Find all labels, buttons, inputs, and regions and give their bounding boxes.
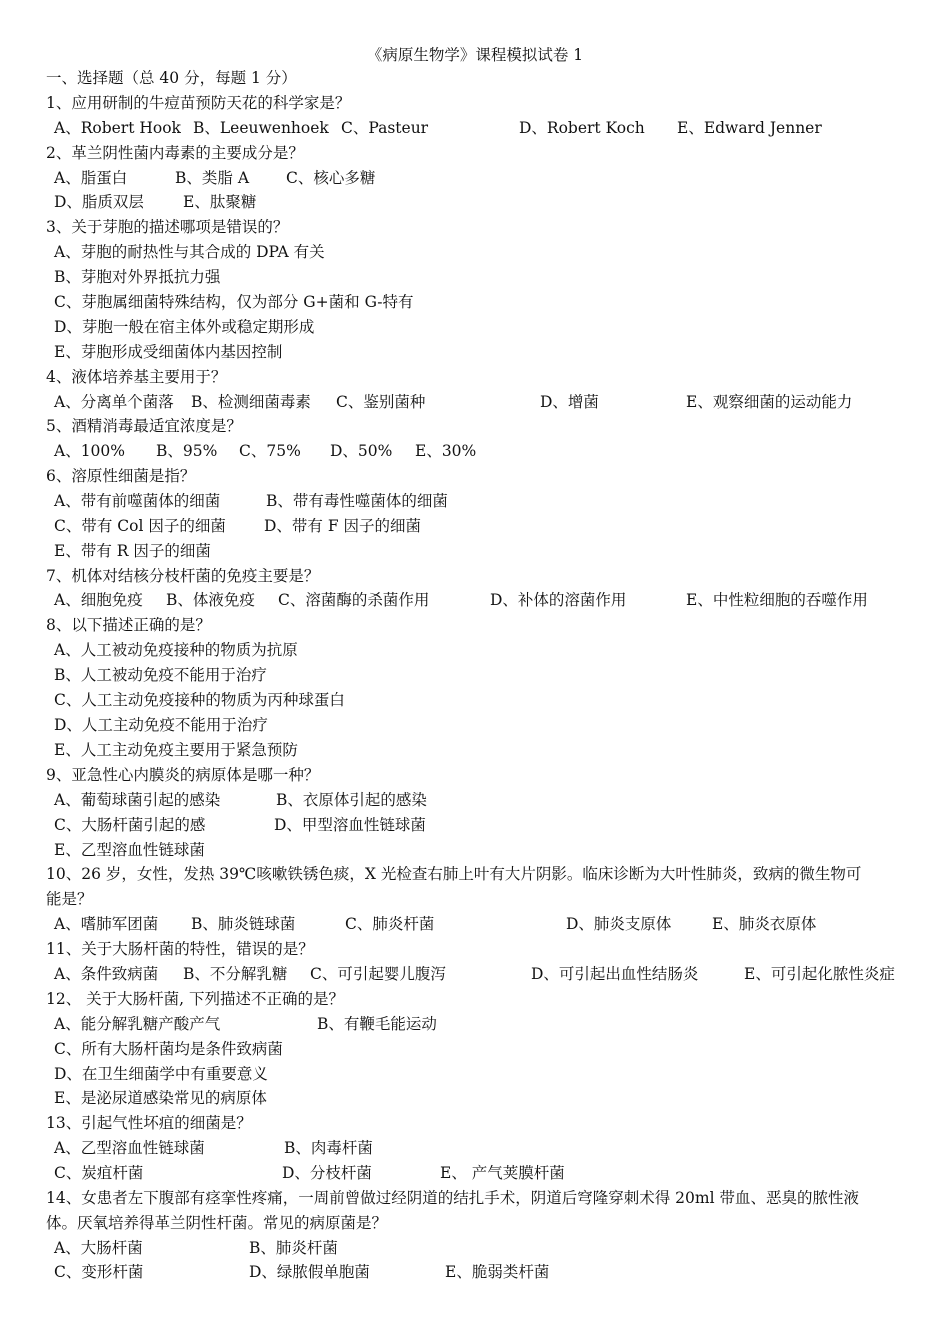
question-11-stem: 11、关于大肠杆菌的特性，错误的是？ <box>46 940 314 958</box>
option-d: D、补体的溶菌作用 <box>490 591 627 609</box>
option-e: E、乙型溶血性链球菌 <box>54 841 205 859</box>
option-c: C、大肠杆菌引起的感 <box>54 816 206 834</box>
option-d: D、增菌 <box>540 393 599 411</box>
question-5-stem: 5、酒精消毒最适宜浓度是？ <box>46 417 242 435</box>
option-b: B、带有毒性噬菌体的细菌 <box>266 492 448 510</box>
option-d: D、带有 F 因子的细菌 <box>264 517 422 535</box>
option-a: A、大肠杆菌 <box>54 1239 143 1257</box>
option-c: C、变形杆菌 <box>54 1263 144 1281</box>
option-c: C、所有大肠杆菌均是条件致病菌 <box>54 1040 283 1058</box>
option-e: E、芽胞形成受细菌体内基因控制 <box>54 343 283 361</box>
option-e: E、Edward Jenner <box>677 119 822 137</box>
option-a: A、嗜肺军团菌 <box>54 915 159 933</box>
question-6-stem: 6、溶原性细菌是指？ <box>46 467 196 485</box>
option-c: C、Pasteur <box>341 119 429 137</box>
option-e: E、带有 R 因子的细菌 <box>54 542 211 560</box>
question-8-stem: 8、以下描述正确的是？ <box>46 616 211 634</box>
section-heading: 一、选择题（总 40 分，每题 1 分） <box>46 69 297 87</box>
option-d: D、脂质双层 <box>54 193 144 211</box>
option-b: B、类脂 A <box>175 169 250 187</box>
option-c: C、可引起婴儿腹泻 <box>310 965 446 983</box>
option-c: C、炭疽杆菌 <box>54 1164 144 1182</box>
option-d: D、绿脓假单胞菌 <box>249 1263 370 1281</box>
question-10-stem-cont: 能是？ <box>46 890 93 908</box>
option-a: A、细胞免疫 <box>54 591 143 609</box>
option-d: D、50% <box>330 442 393 460</box>
option-c: C、鉴别菌种 <box>336 393 426 411</box>
question-10-stem: 10、26 岁，女性，发热 39℃咳嗽铁锈色痰，X 光检查右肺上叶有大片阴影。临床诊断为大叶性肺炎，致病的微生物可 <box>46 865 862 883</box>
option-b: B、芽胞对外界抵抗力强 <box>54 268 221 286</box>
option-a: A、Robert Hook <box>54 119 181 137</box>
option-a: A、乙型溶血性链球菌 <box>54 1139 205 1157</box>
option-a: A、葡萄球菌引起的感染 <box>54 791 221 809</box>
option-a: A、分离单个菌落 <box>54 393 174 411</box>
option-a: A、脂蛋白 <box>54 169 128 187</box>
question-1-stem: 1、应用研制的牛痘苗预防天花的科学家是？ <box>46 94 351 112</box>
option-b: B、不分解乳糖 <box>183 965 288 983</box>
option-e: E、中性粒细胞的吞噬作用 <box>686 591 868 609</box>
option-c: C、带有 Col 因子的细菌 <box>54 517 226 535</box>
option-b: B、肺炎链球菌 <box>191 915 296 933</box>
option-e: E、脆弱类杆菌 <box>445 1263 550 1281</box>
option-a: A、能分解乳糖产酸产气 <box>54 1015 221 1033</box>
option-c: C、人工主动免疫接种的物质为丙种球蛋白 <box>54 691 345 709</box>
option-a: A、100% <box>54 442 126 460</box>
option-e: E、是泌尿道感染常见的病原体 <box>54 1089 267 1107</box>
question-3-stem: 3、关于芽胞的描述哪项是错误的？ <box>46 218 289 236</box>
option-a: A、芽胞的耐热性与其合成的 DPA 有关 <box>54 243 325 261</box>
option-e: E、肽聚糖 <box>183 193 257 211</box>
option-e: E、 产气荚膜杆菌 <box>440 1164 565 1182</box>
option-c: C、芽胞属细菌特殊结构，仅为部分 G+菌和 G-特有 <box>54 293 414 311</box>
option-d: D、在卫生细菌学中有重要意义 <box>54 1065 268 1083</box>
option-d: D、肺炎支原体 <box>566 915 672 933</box>
option-d: D、分枝杆菌 <box>282 1164 372 1182</box>
option-d: D、可引起出血性结肠炎 <box>531 965 699 983</box>
option-b: B、衣原体引起的感染 <box>276 791 427 809</box>
option-a: A、人工被动免疫接种的物质为抗原 <box>54 641 298 659</box>
question-7-stem: 7、机体对结核分枝杆菌的免疫主要是？ <box>46 567 320 585</box>
option-a: A、带有前噬菌体的细菌 <box>54 492 221 510</box>
option-d: D、芽胞一般在宿主体外或稳定期形成 <box>54 318 315 336</box>
question-12-stem: 12、 关于大肠杆菌, 下列描述不正确的是？ <box>46 990 345 1008</box>
option-c: C、溶菌酶的杀菌作用 <box>278 591 430 609</box>
option-b: B、肉毒杆菌 <box>284 1139 373 1157</box>
option-e: E、人工主动免疫主要用于紧急预防 <box>54 741 298 759</box>
option-e: E、可引起化脓性炎症 <box>744 965 895 983</box>
question-14-stem: 14、女患者左下腹部有痉挛性疼痛，一周前曾做过经阴道的结扎手术，阴道后穹隆穿刺术得 20ml 带血、恶臭的脓性液 <box>46 1189 859 1207</box>
option-b: B、检测细菌毒素 <box>191 393 311 411</box>
option-c: C、75% <box>239 442 301 460</box>
option-c: C、核心多糖 <box>286 169 376 187</box>
question-9-stem: 9、亚急性心内膜炎的病原体是哪一种？ <box>46 766 320 784</box>
option-e: E、观察细菌的运动能力 <box>686 393 853 411</box>
option-e: E、肺炎衣原体 <box>712 915 817 933</box>
option-b: B、有鞭毛能运动 <box>317 1015 437 1033</box>
option-d: D、人工主动免疫不能用于治疗 <box>54 716 268 734</box>
option-d: D、Robert Koch <box>519 119 645 137</box>
option-b: B、95% <box>156 442 218 460</box>
option-a: A、条件致病菌 <box>54 965 159 983</box>
option-d: D、甲型溶血性链球菌 <box>274 816 426 834</box>
option-b: B、体液免疫 <box>166 591 255 609</box>
option-c: C、肺炎杆菌 <box>345 915 435 933</box>
question-2-stem: 2、革兰阴性菌内毒素的主要成分是？ <box>46 144 304 162</box>
option-b: B、Leeuwenhoek <box>193 119 329 137</box>
question-4-stem: 4、液体培养基主要用于？ <box>46 368 227 386</box>
option-e: E、30% <box>415 442 477 460</box>
option-b: B、肺炎杆菌 <box>249 1239 338 1257</box>
question-13-stem: 13、引起气性坏疽的细菌是？ <box>46 1114 252 1132</box>
exam-title: 《病原生物学》课程模拟试卷 1 <box>366 46 584 64</box>
question-14-stem-cont: 体。厌氧培养得革兰阴性杆菌。常见的病原菌是？ <box>46 1214 388 1232</box>
option-b: B、人工被动免疫不能用于治疗 <box>54 666 267 684</box>
